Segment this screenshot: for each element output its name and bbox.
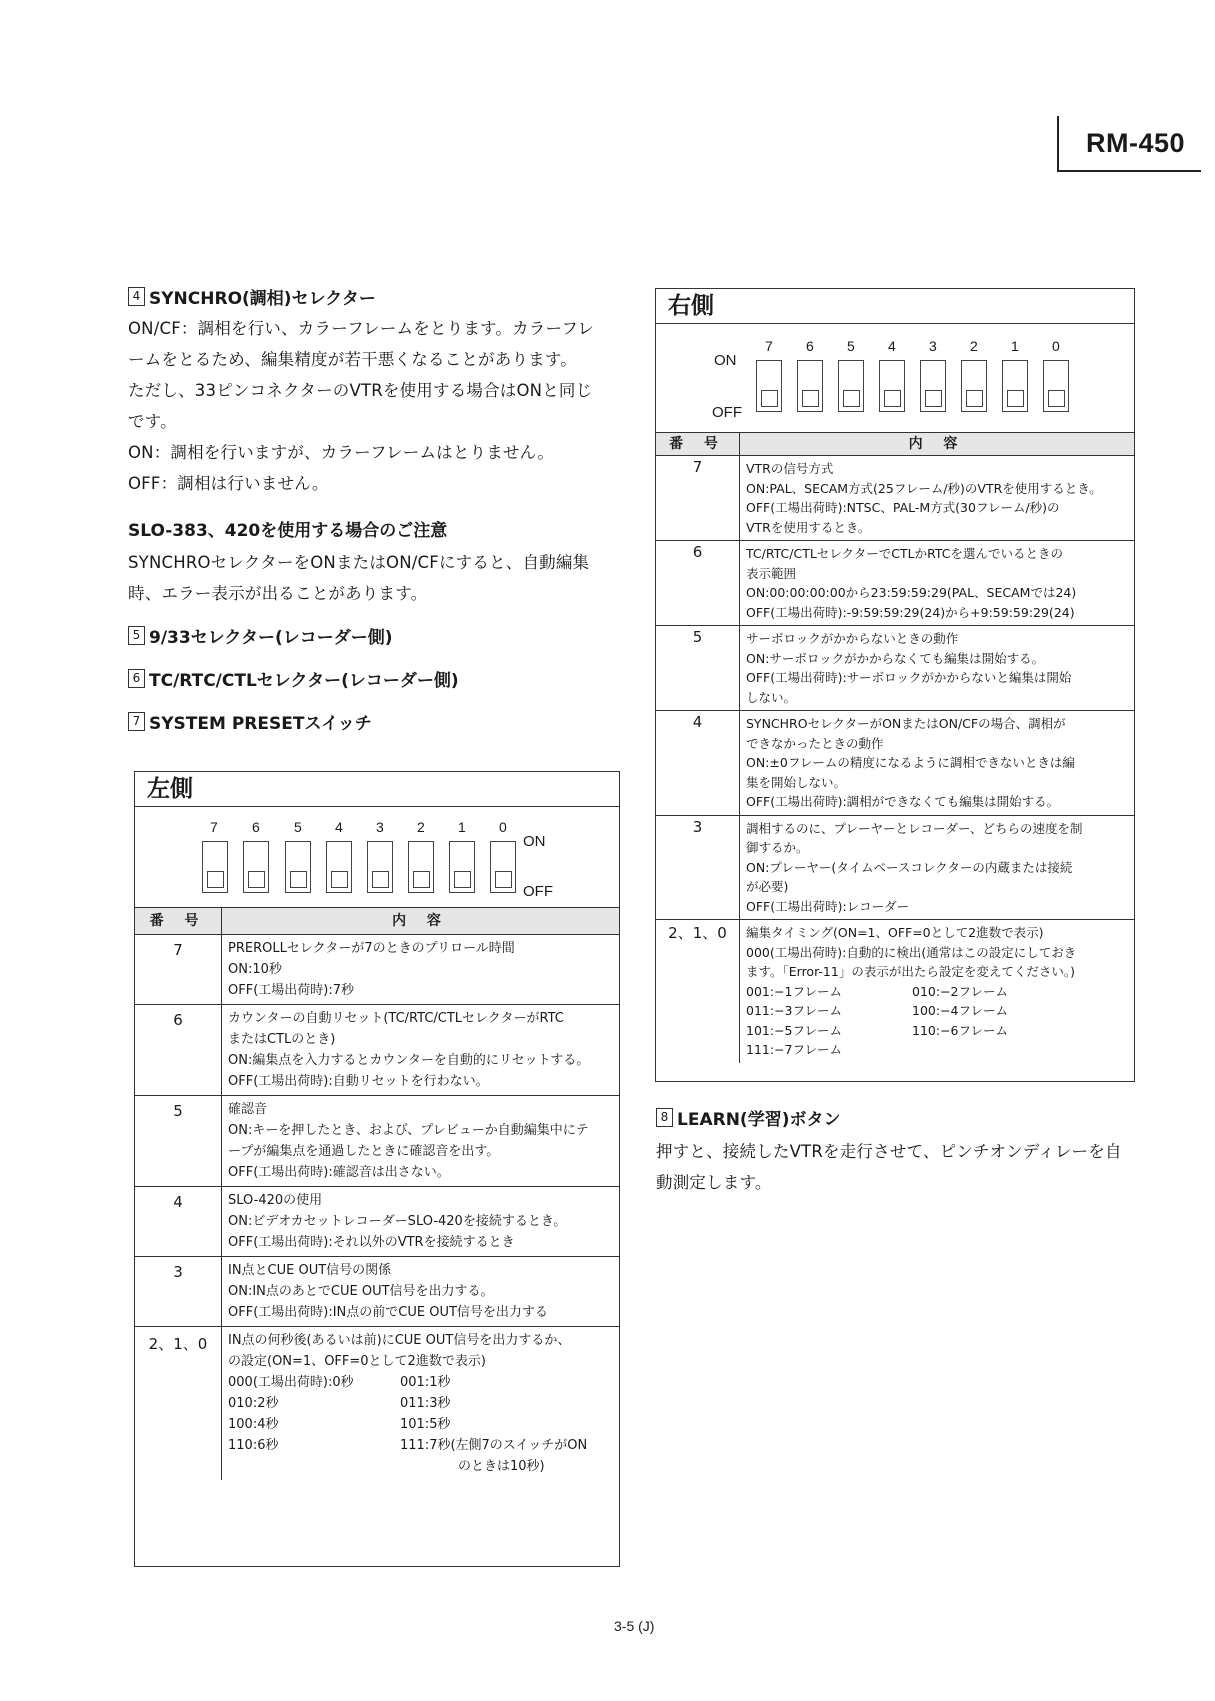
section-caution [128,516,620,609]
header-rule-vertical [1057,116,1059,172]
column-header-number: 番 号 [135,908,222,934]
dip-switch-diagram [656,324,1134,433]
setting-value: 000(工場出荷時):0秒 [228,1375,354,1390]
row-number: 2、1、0 [135,1326,222,1480]
description-line: OFF(工場出荷時):レコーダー [746,898,910,914]
settings-grid [135,908,619,1480]
row-description [740,919,1134,1063]
description-line: ON:±0フレームの精度になるように調相できないときは編 [746,755,1075,770]
dip-switch [449,841,475,893]
description-line: ON:プレーヤー(タイムベースコレクターの内蔵または接続 [746,859,1073,875]
description-line: ON:ビデオカセットレコーダーSLO-420を接続するとき。 [228,1214,567,1229]
description-line: IN点とCUE OUT信号の関係 [228,1263,392,1278]
setting-value: 011:−3フレーム [746,1003,842,1018]
description-line: できなかったときの動作 [746,735,884,751]
switch-number: 6 [252,819,260,835]
description-line: カウンターの自動リセット(TC/RTC/CTLセレクターがRTC [228,1011,564,1026]
switch-number: 0 [499,819,507,835]
switch-number: 4 [888,338,896,354]
description-line: 編集タイミング(ON=1、OFF=0として2進数で表示) [746,925,1044,940]
column-header-number: 番 号 [656,433,740,455]
model-number: RM-450 [1086,128,1186,158]
row-number: 4 [135,1186,222,1256]
dip-switch-diagram [135,807,619,908]
switch-number: 1 [458,819,466,835]
row-number: 7 [135,934,222,1004]
page-number: 3-5 (J) [614,1618,655,1634]
dip-switch [408,841,434,893]
section-9-33 [128,623,620,648]
paragraph-line: 動測定します。 [656,1173,772,1192]
setting-value: 100:4秒 [228,1417,279,1432]
row-number: 3 [656,815,740,920]
section-title: 9/33セレクター(レコーダー側) [149,628,393,648]
switch-number: 1 [1011,338,1019,354]
description-line: OFF(工場出荷時):確認音は出さない。 [228,1165,450,1180]
off-label: OFF [523,883,553,900]
description-line: ON:サーボロックがかからなくても編集は開始する。 [746,650,1045,666]
description-line: SLO-420の使用 [228,1193,323,1208]
description-line: OFF(工場出荷時):-9:59:59:29(24)から+9:59:59:29(24) [746,604,1075,620]
row-number: 6 [656,540,740,625]
setting-value: 010:2秒 [228,1396,279,1411]
row-number: 5 [656,625,740,710]
table-title: 左側 [135,772,619,807]
description-line: SYNCHROセレクターがONまたはON/CFの場合、調相が [746,716,1066,731]
dip-switch [285,841,311,893]
description-line: VTRの信号方式 [746,461,834,476]
description-line: VTRを使用するとき。 [746,519,871,535]
row-description [222,1095,619,1186]
description-line: が必要) [746,879,789,894]
switch-number: 5 [294,819,302,835]
description-line: 表示範囲 [746,565,797,581]
setting-pair [746,1040,1128,1060]
row-number: 6 [135,1004,222,1095]
row-description [740,540,1134,625]
switch-number: 7 [210,819,218,835]
description-line: 調相するのに、プレーヤーとレコーダー、どちらの速度を制 [746,820,1083,836]
setting-value: 101:5秒 [400,1417,451,1432]
setting-value: 110:−6フレーム [912,1022,1008,1038]
section-title: LEARN(学習)ボタン [677,1110,841,1130]
description-line: OFF(工場出荷時):サーボロックがかからないと編集は開始 [746,670,1072,685]
description-line: OFF(工場出荷時):調相ができなくても編集は開始する。 [746,794,1060,809]
switch-number: 7 [765,338,773,354]
setting-value: 100:−4フレーム [912,1003,1008,1018]
on-label: ON [714,352,737,369]
off-label: OFF [712,404,742,421]
setting-pair [746,1001,1128,1021]
row-description [222,1004,619,1095]
description-line: 集を開始しない。 [746,774,847,790]
row-number: 4 [656,710,740,815]
header-rule-horizontal [1057,170,1201,172]
setting-pair [228,1393,613,1414]
description-line: ON:00:00:00:00から23:59:59:29(PAL、SECAMでは24) [746,585,1077,600]
paragraph-line: 時、エラー表示が出ることがあります。 [128,584,428,603]
row-description [740,455,1134,540]
description-line: ープが編集点を通過したときに確認音を出す。 [228,1144,500,1159]
description-line: PREROLLセレクターが7のときのプリロール時間 [228,941,515,956]
dip-switch [367,841,393,893]
settings-grid [656,433,1134,1063]
section-system-preset [128,709,620,734]
description-line: しない。 [746,689,797,705]
description-line: ON:PAL、SECAM方式(25フレーム/秒)のVTRを使用するとき。 [746,480,1102,496]
setting-value: 001:−1フレーム [746,983,842,999]
description-line: IN点の何秒後(あるいは前)にCUE OUT信号を出力するか、 [228,1333,571,1348]
paragraph-line: ON/CF：調相を行い、カラーフレームをとります。カラーフレ [128,319,595,338]
paragraph-line: ON：調相を行いますが、カラーフレームはとりません。 [128,443,555,462]
dip-switch [1002,360,1028,412]
description-line: 御するか。 [746,840,809,855]
description-line: OFF(工場出荷時):それ以外のVTRを接続するとき [228,1235,515,1250]
description-line: OFF(工場出荷時):7秒 [228,983,354,998]
description-line: TC/RTC/CTLセレクターでCTLかRTCを選んでいるときの [746,546,1064,561]
section-heading [128,284,620,309]
dip-switch [490,841,516,893]
dip-switch [326,841,352,893]
switch-number: 6 [806,338,814,354]
section-heading [656,1105,1176,1130]
description-line: のときは10秒) [458,1459,545,1474]
section-tc-rtc-ctl [128,666,620,691]
paragraph-line: 押すと、接続したVTRを走行させて、ピンチオンディレーを自 [656,1142,1122,1161]
setting-pair [746,1021,1128,1041]
row-description [222,1186,619,1256]
paragraph-line: ただし、33ピンコネクターのVTRを使用する場合はONと同じ [128,381,593,400]
setting-value: 110:6秒 [228,1438,279,1453]
table-title: 右側 [656,289,1134,324]
setting-value: 010:−2フレーム [912,983,1008,999]
switch-number: 4 [335,819,343,835]
caution-title: SLO-383、420を使用する場合のご注意 [128,521,448,541]
setting-pair [228,1435,613,1456]
setting-pair [746,982,1128,1002]
dip-switch [879,360,905,412]
paragraph-line: OFF：調相は行いません。 [128,474,329,493]
description-line: またはCTLのとき) [228,1032,336,1047]
setting-value: 001:1秒 [400,1375,451,1390]
on-label: ON [523,833,546,850]
setting-value: 101:−5フレーム [746,1022,842,1038]
dip-switch [243,841,269,893]
description-line: ON:キーを押したとき、および、プレビューか自動編集中にテ [228,1123,589,1138]
section-title: TC/RTC/CTLセレクター(レコーダー側) [149,671,459,691]
row-description [740,815,1134,920]
switch-number: 5 [847,338,855,354]
section-number-box: 5 [128,626,145,645]
section-title: SYSTEM PRESETスイッチ [149,714,372,734]
switch-number: 2 [417,819,425,835]
column-header-content: 内 容 [740,433,1134,455]
description-line: OFF(工場出荷時):NTSC、PAL-M方式(30フレーム/秒)の [746,500,1060,515]
description-line: OFF(工場出荷時):IN点の前でCUE OUT信号を出力する [228,1305,548,1320]
description-line: ON:編集点を入力するとカウンターを自動的にリセットする。 [228,1053,590,1068]
description-line: 確認音 [228,1102,268,1117]
dip-switch [838,360,864,412]
row-description [222,1256,619,1326]
switch-number: 3 [929,338,937,354]
description-line: サーボロックがかからないときの動作 [746,631,959,646]
description-line: の設定(ON=1、OFF=0として2進数で表示) [228,1354,486,1369]
switch-number: 0 [1052,338,1060,354]
setting-pair [228,1414,613,1435]
dip-switch [202,841,228,893]
setting-pair [228,1372,613,1393]
description-line: OFF(工場出荷時):自動リセットを行わない。 [228,1074,489,1089]
right-switch-table [655,288,1135,1082]
dip-switch [797,360,823,412]
section-number-box: 7 [128,712,145,731]
section-number-box: 8 [656,1108,673,1127]
row-number: 5 [135,1095,222,1186]
dip-switch [1043,360,1069,412]
section-number-box: 4 [128,287,145,306]
row-description [740,625,1134,710]
switch-number: 3 [376,819,384,835]
row-number: 2、1、0 [656,919,740,1063]
description-line: ます。「Error-11」の表示が出たら設定を変えてください。) [746,964,1075,979]
description-line: ON:10秒 [228,962,282,977]
setting-value: 011:3秒 [400,1396,451,1411]
row-description [740,710,1134,815]
paragraph-line: ームをとるため、編集精度が若干悪くなることがあります。 [128,350,577,369]
section-synchro [128,284,620,499]
section-number-box: 6 [128,669,145,688]
row-description [222,1326,619,1480]
paragraph-line: です。 [128,412,177,431]
left-switch-table [134,771,620,1567]
row-number: 3 [135,1256,222,1326]
section-title: SYNCHRO(調相)セレクター [149,289,376,309]
row-description [222,934,619,1004]
row-number: 7 [656,455,740,540]
dip-switch [756,360,782,412]
dip-switch [961,360,987,412]
switch-number: 2 [970,338,978,354]
column-header-content: 内 容 [222,908,619,934]
description-line: 000(工場出荷時):自動的に検出(通常はこの設定にしておき [746,944,1077,960]
dip-switch [920,360,946,412]
setting-value: 111:−7フレーム [746,1042,842,1057]
paragraph-line: SYNCHROセレクターをONまたはON/CFにすると、自動編集 [128,553,590,572]
setting-value: 111:7秒(左側7のスイッチがON [400,1438,588,1453]
section-learn [656,1105,1176,1198]
description-line: ON:IN点のあとでCUE OUT信号を出力する。 [228,1284,494,1299]
